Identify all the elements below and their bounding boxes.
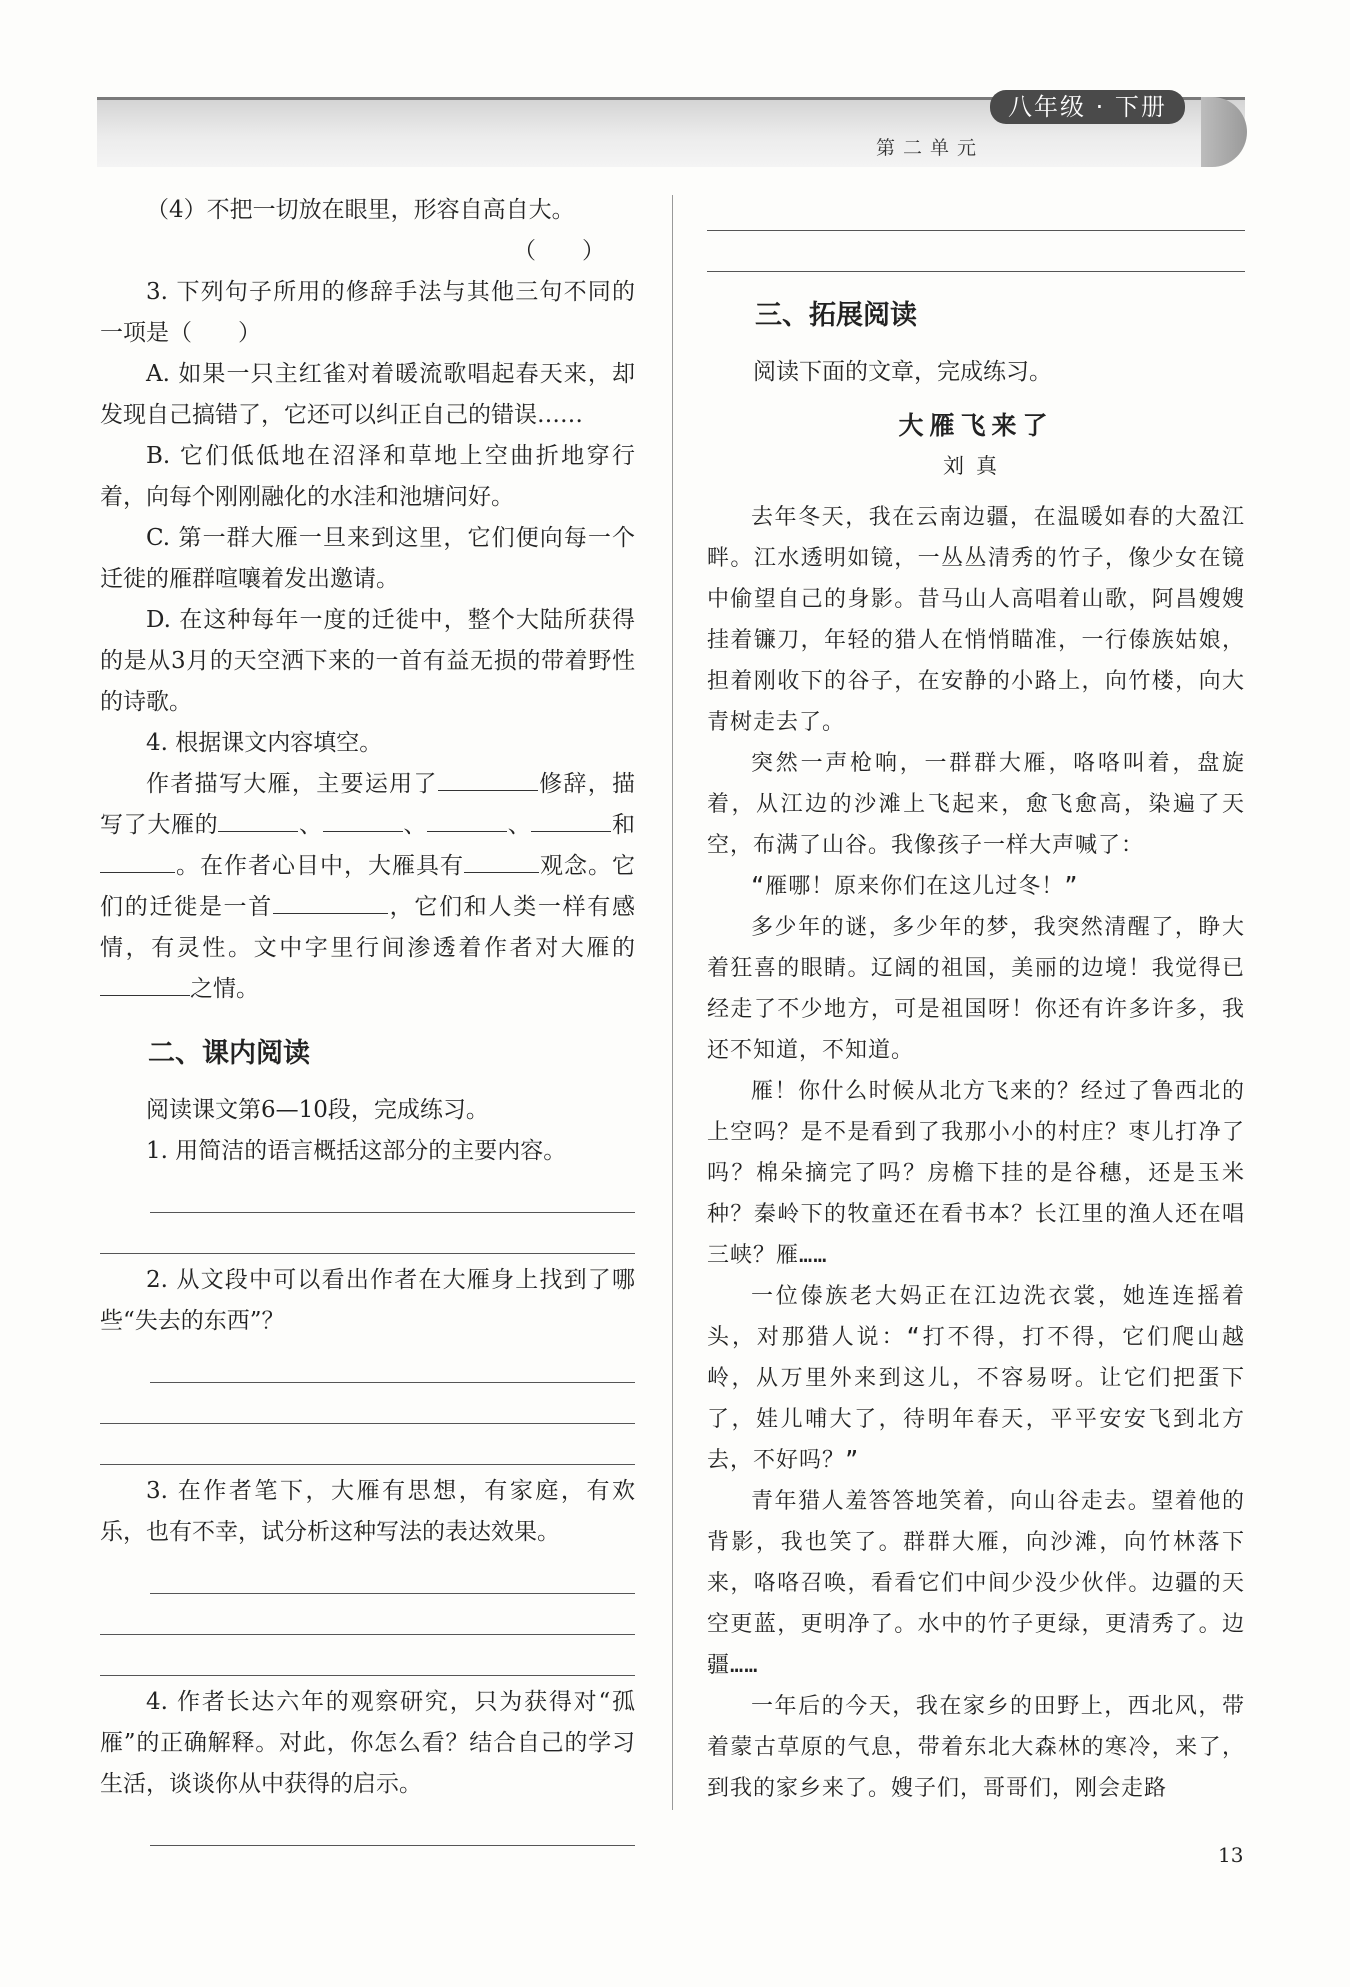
q4-text-5: 观念。它们的迁徙是一首 bbox=[100, 853, 635, 920]
q3-option-a: A. 如果一只主红雀对着暖流歌唱起春天来，却发现自己搞错了，它还可以纠正自己的错误…… bbox=[100, 361, 635, 428]
article-paragraph: 雁！你什么时候从北方飞来的？经过了鲁西北的上空吗？是不是看到了我那小小的村庄？枣儿打净了吗？棉朵摘完了吗？房檐下挂的是谷穗，还是玉米种？秦岭下的牧童还在看书本？长江里的渔人还在唱三峡？雁…… bbox=[707, 1079, 1245, 1268]
section-2-q1: 1. 用简洁的语言概括这部分的主要内容。 bbox=[146, 1138, 567, 1164]
q4-text-4: 。在作者心目中，大雁具有 bbox=[175, 853, 464, 879]
unit-label: 第二单元 bbox=[875, 137, 984, 159]
answer-line[interactable] bbox=[150, 1342, 635, 1383]
q1-item4: （4）不把一切放在眼里，形容自高自大。 bbox=[146, 197, 575, 223]
q3-option-b: B. 它们低低地在沼泽和草地上空曲折地穿行着，向每个刚刚融化的水洼和池塘问好。 bbox=[100, 443, 635, 510]
section-2-q2: 2. 从文段中可以看出作者在大雁身上找到了哪些“失去的东西”？ bbox=[100, 1267, 635, 1334]
blank-3[interactable] bbox=[323, 805, 403, 832]
blank-4[interactable] bbox=[427, 805, 507, 832]
article-paragraph: 一年后的今天，我在家乡的田野上，西北风，带着蒙古草原的气息，带着东北大森林的寒冷，来了，到我的家乡来了。嫂子们，哥哥们，刚会走路 bbox=[707, 1694, 1245, 1801]
answer-paren: （ ） bbox=[513, 238, 605, 264]
blank-7[interactable] bbox=[464, 846, 539, 873]
section-2-q4: 4. 作者长达六年的观察研究，只为获得对“孤雁”的正确解释。对此，你怎么看？结合自己的学习生活，谈谈你从中获得的启示。 bbox=[100, 1689, 635, 1797]
blank-5[interactable] bbox=[531, 805, 611, 832]
section-2-title: 二、课内阅读 bbox=[148, 1038, 310, 1069]
article-title: 大雁飞来了 bbox=[898, 411, 1054, 440]
right-column bbox=[707, 190, 1245, 1809]
blank-1[interactable] bbox=[438, 764, 538, 791]
blank-8[interactable] bbox=[273, 887, 388, 914]
answer-line[interactable] bbox=[100, 1383, 635, 1424]
q4-text-2: 修辞，描写了大雁的 bbox=[100, 771, 635, 838]
answer-line[interactable] bbox=[150, 1805, 635, 1846]
article-paragraph: “雁哪！原来你们在这儿过冬！” bbox=[751, 874, 1079, 899]
answer-line[interactable] bbox=[100, 1424, 635, 1465]
article-paragraph: 青年猎人羞答答地笑着，向山谷走去。望着他的背影，我也笑了。群群大雁，向沙滩，向竹林落下来，咯咯召唤，看看它们中间少没少伙伴。边疆的天空更蓝，更明净了。水中的竹子更绿，更清秀了。边疆…… bbox=[707, 1489, 1245, 1678]
q4-text-7: 之情。 bbox=[190, 976, 259, 1002]
answer-line[interactable] bbox=[707, 231, 1245, 272]
answer-line[interactable] bbox=[707, 190, 1245, 231]
q4-text-6: ，它们和人类一样有感情，有灵性。文中字里行间渗透着作者对大雁的 bbox=[100, 894, 636, 961]
section-3-title: 三、拓展阅读 bbox=[755, 300, 917, 331]
article-author: 刘真 bbox=[943, 454, 1009, 478]
section-2-intro: 阅读课文第6—10段，完成练习。 bbox=[146, 1097, 489, 1123]
answer-line[interactable] bbox=[100, 1213, 635, 1254]
q4-text-1: 作者描写大雁，主要运用了 bbox=[146, 771, 438, 797]
q3-stem: 3. 下列句子所用的修辞手法与其他三句不同的一项是（ ） bbox=[100, 279, 635, 346]
article-paragraph: 多少年的谜，多少年的梦，我突然清醒了，睁大着狂喜的眼睛。辽阔的祖国，美丽的边境！我觉得已经走了不少地方，可是祖国呀！你还有许多许多，我还不知道，不知道。 bbox=[707, 915, 1245, 1063]
article-paragraph: 一位傣族老大妈正在江边洗衣裳，她连连摇着头，对那猎人说：“打不得，打不得，它们爬山越岭，从万里外来到这儿，不容易呀。让它们把蛋下了，娃儿哺大了，待明年春天，平平安安飞到北方去，不好吗？” bbox=[707, 1284, 1245, 1473]
article-body bbox=[707, 497, 1245, 1809]
q3-option-c: C. 第一群大雁一旦来到这里，它们便向每一个迁徙的雁群喧嚷着发出邀请。 bbox=[100, 525, 635, 592]
page-number: 13 bbox=[1218, 1843, 1244, 1867]
blank-2[interactable] bbox=[218, 805, 298, 832]
left-column bbox=[100, 190, 635, 1846]
section-3-intro: 阅读下面的文章，完成练习。 bbox=[753, 359, 1052, 385]
article-paragraph: 突然一声枪响，一群群大雁，咯咯叫着，盘旋着，从江边的沙滩上飞起来，愈飞愈高，染遍了天空，布满了山谷。我像孩子一样大声喊了： bbox=[707, 751, 1245, 858]
answer-line[interactable] bbox=[150, 1172, 635, 1213]
q4-text-3: 和 bbox=[611, 812, 636, 838]
column-divider bbox=[672, 195, 673, 1810]
answer-line[interactable] bbox=[100, 1594, 635, 1635]
article-paragraph: 去年冬天，我在云南边疆，在温暖如春的大盈江畔。江水透明如镜，一丛丛清秀的竹子，像少女在镜中偷望自己的身影。昔马山人高唱着山歌，阿昌嫂嫂挂着镰刀，年轻的猎人在悄悄瞄准，一行傣族姑娘，担着刚收下的谷子，在安静的小路上，向竹楼，向大青树走去了。 bbox=[707, 505, 1245, 735]
grade-label: 八年级 · 下册 bbox=[990, 90, 1185, 124]
q3-option-d: D. 在这种每年一度的迁徙中，整个大陆所获得的是从3月的天空洒下来的一首有益无损的带着野性的诗歌。 bbox=[100, 607, 635, 715]
section-2-q3: 3. 在作者笔下，大雁有思想，有家庭，有欢乐，也有不幸，试分析这种写法的表达效果。 bbox=[100, 1478, 635, 1545]
q4-fill-text: 作者描写大雁，主要运用了 修辞，描写了大雁的 、 、 、 和。在作者心目中，大雁具有 观念。它们的迁徙是一首 ，它们和人类一样有感情，有灵性。文中字里行间渗透着作者对大雁的之情。 bbox=[100, 764, 635, 1010]
blank-6[interactable] bbox=[100, 846, 175, 873]
blank-9[interactable] bbox=[100, 969, 190, 996]
answer-line[interactable] bbox=[150, 1553, 635, 1594]
q4-stem: 4. 根据课文内容填空。 bbox=[146, 730, 383, 756]
answer-line[interactable] bbox=[100, 1635, 635, 1676]
